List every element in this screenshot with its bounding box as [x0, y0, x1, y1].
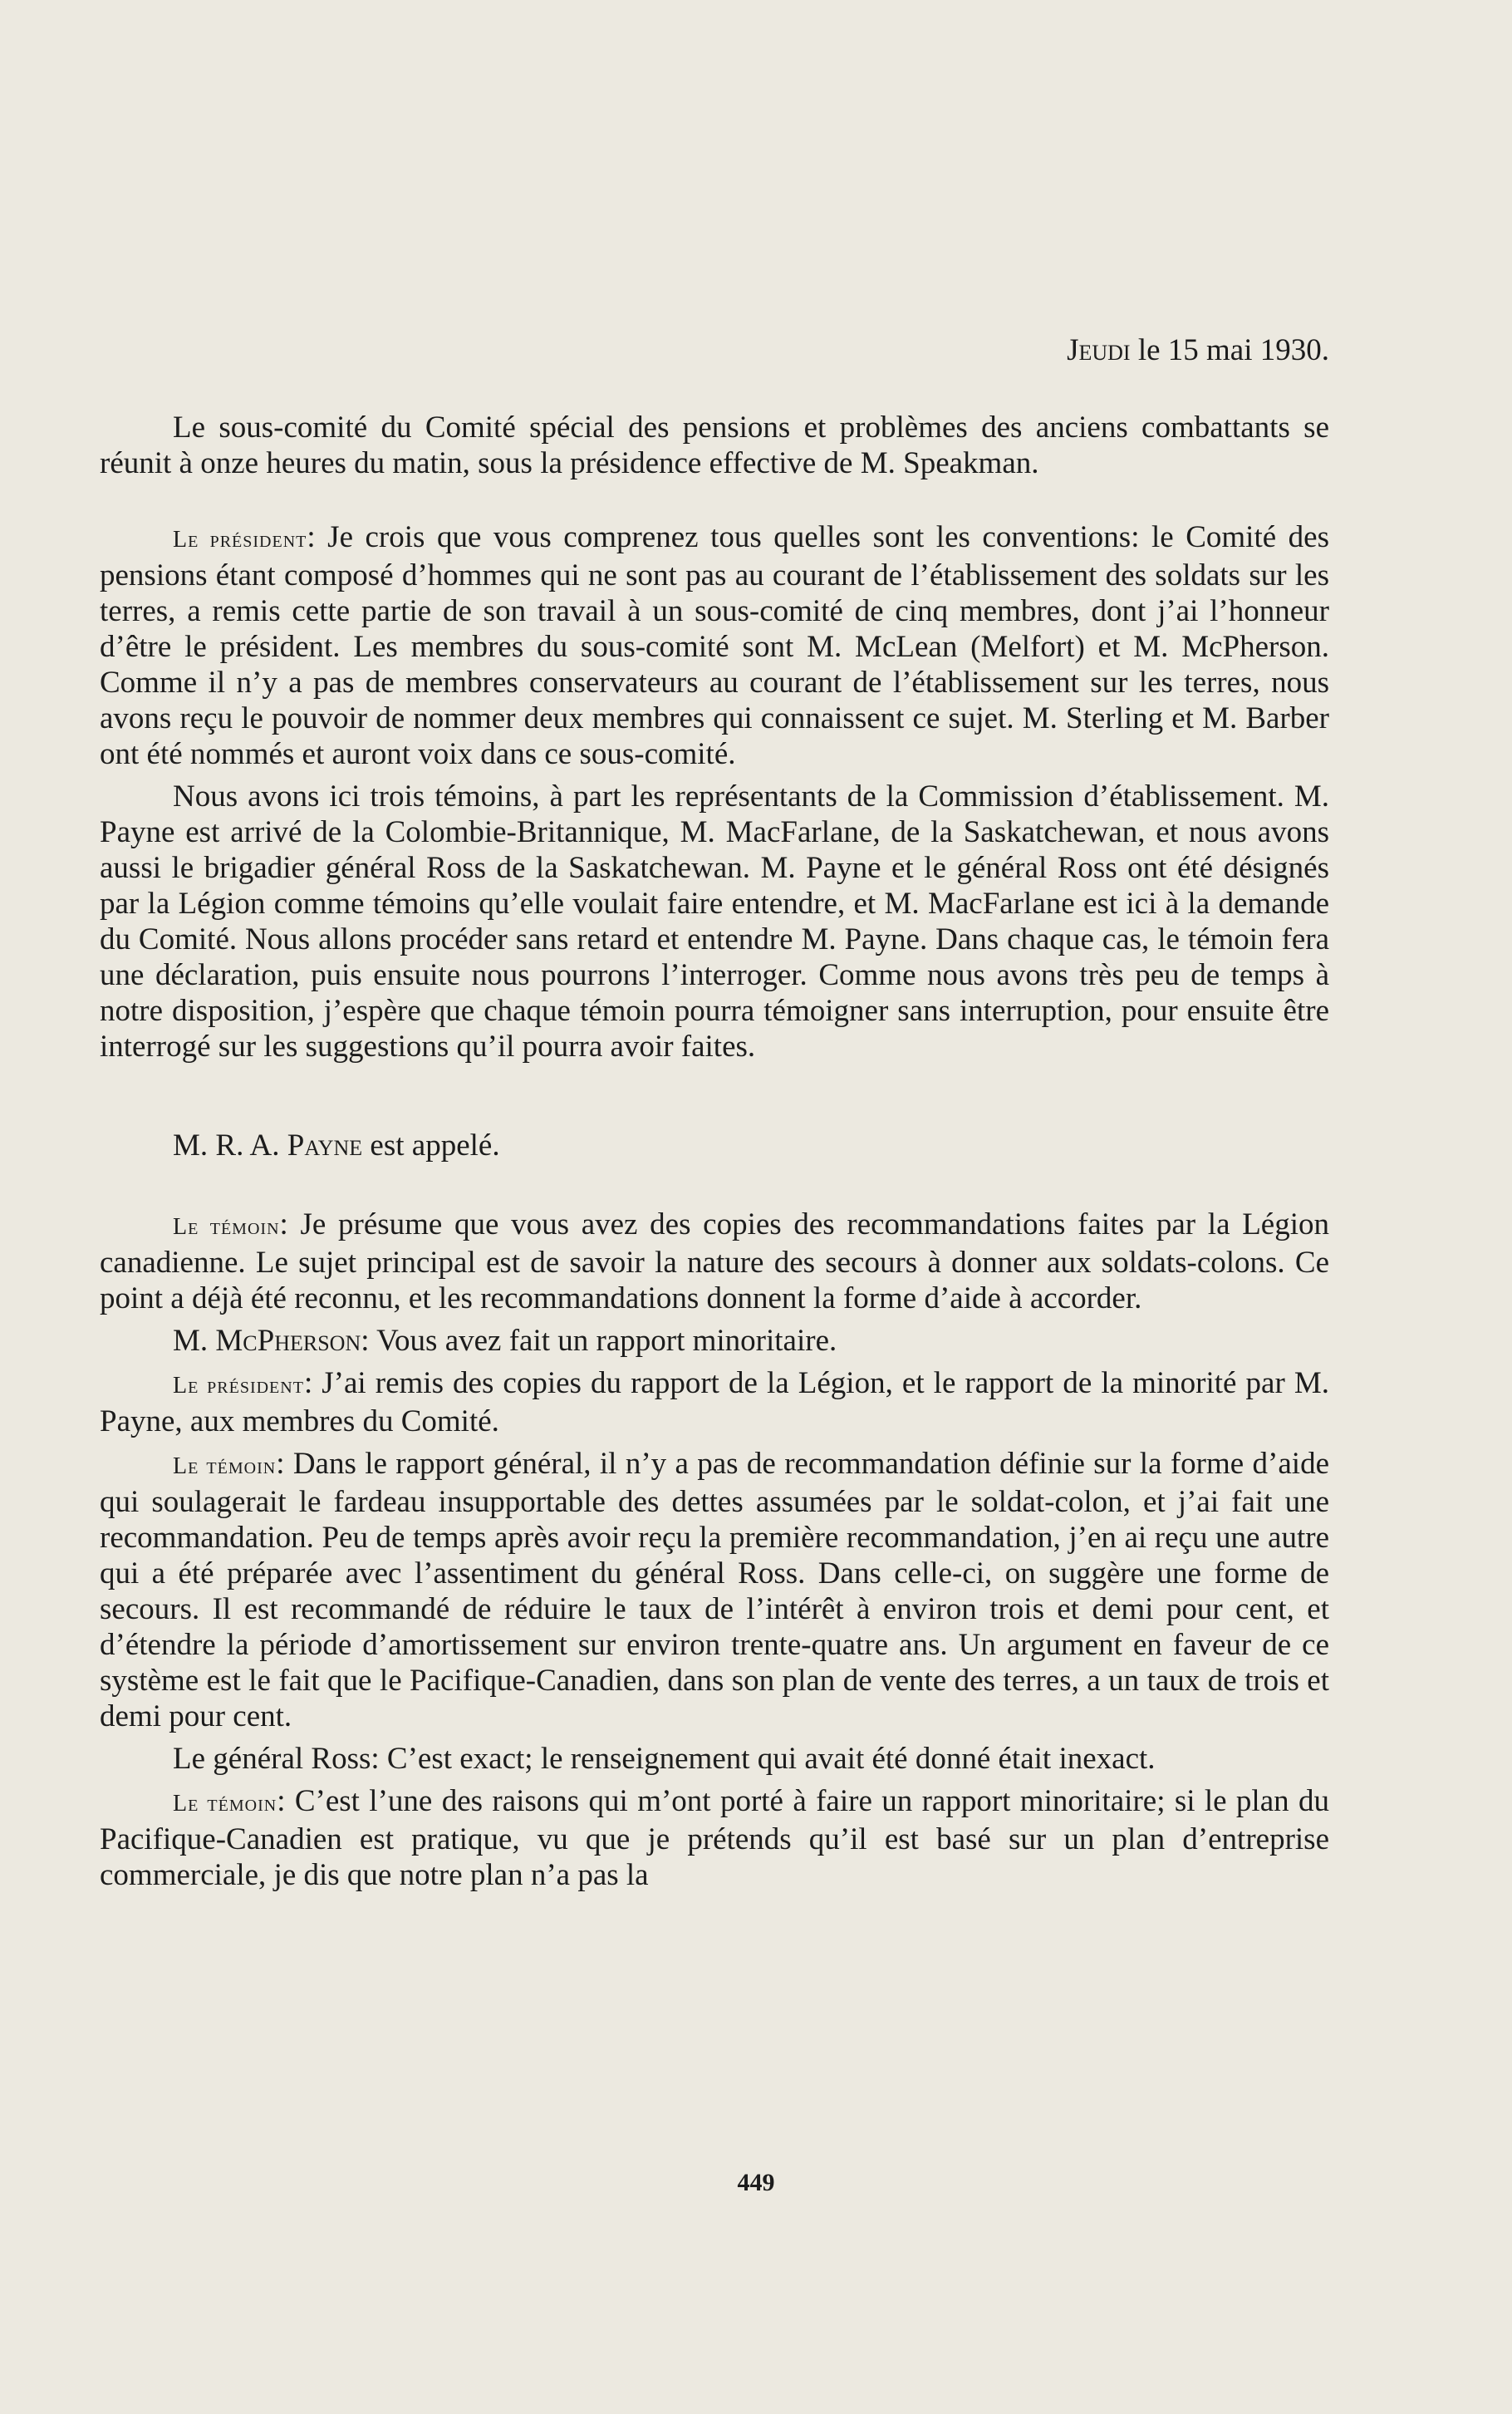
paragraph-text: : Je crois que vous comprenez tous quelles sont les conventions: le Comité des pensions étant composé d’hommes qui ne sont pas au courant de l’établissement des soldats sur les terres, a remis cette partie de son travail à un sous-comité de cinq membres, dont j’ai l’honneur d’être le président. Les membres du sous-comité sont M. McLean (Melfort) et M. McPherson. Comme il n’y a pas de membres conservateurs au courant de l’établissement sur les terres, nous avons reçu le pouvoir de nommer deux membres qui connaissent ce sujet. M. Sterling et M. Barber ont été nommés et auront voix dans ce sous-comité.	[100, 520, 1329, 771]
session-date	[100, 332, 1329, 368]
testimony-paragraph	[100, 1323, 1329, 1359]
date-day: Jeudi	[1067, 333, 1131, 367]
testimony-paragraph	[100, 1207, 1329, 1316]
paragraph-text: Le sous-comité du Comité spécial des pensions et problèmes des anciens combattants se réunit à onze heures du matin, sous la présidence effective de M. Speakman.	[100, 411, 1329, 480]
testimony-paragraph	[100, 1365, 1329, 1439]
page-number: 449	[737, 2169, 775, 2196]
speaker-name: Le président	[173, 527, 307, 553]
paragraph-text: : Je présume que vous avez des copies des recommandations faites par la Légion canadienne. Le sujet principal est de savoir la nature des secours à donner aux soldats-colons. Ce point a déjà été reconnu, et les recommandations donnent la forme d’aide à accorder.	[100, 1207, 1329, 1315]
paragraph-text: Nous avons ici trois témoins, à part les représentants de la Commission d’établissement. M. Payne est arrivé de la Colombie-Britannique, M. MacFarlane, de la Saskatchewan, et nous avons aussi le brigadier général Ross de la Saskatchewan. M. Payne et le général Ross ont été désignés par la Légion comme témoins qu’elle voulait faire entendre, et M. MacFarlane est ici à la demande du Comité. Nous allons procéder sans retard et entendre M. Payne. Dans chaque cas, le témoin fera une déclaration, puis ensuite nous pourrons l’interroger. Comme nous avons très peu de temps à notre disposition, j’espère que chaque témoin pourra témoigner sans interruption, pour ensuite être interrogé sur les suggestions qu’il pourra avoir faites.	[100, 779, 1329, 1064]
testimony-paragraph	[100, 1741, 1329, 1777]
witness-prefix: M. R. A.	[173, 1128, 280, 1163]
testimony-paragraph	[100, 1446, 1329, 1734]
speaker-name: Le général Ross	[173, 1742, 371, 1776]
paragraph-text: : Vous avez fait un rapport minoritaire.	[361, 1324, 837, 1358]
witness-called	[100, 1128, 1329, 1163]
speaker-name: Le témoin	[173, 1453, 277, 1479]
testimony-paragraph	[100, 1783, 1329, 1893]
paragraph-text: : Dans le rapport général, il n’y a pas de recommandation définie sur la forme d’aide qui soulagerait le fardeau insupportable des dettes assumées par le soldat-colon, et j’ai fait une recommandation. Peu de temps après avoir reçu la première recommandation, j’en ai reçu une autre qui a été préparée avec l’assentiment du général Ross. Dans celle-ci, on suggère une forme de secours. Il est recommandé de réduire le taux de l’intérêt à environ trois et demi pour cent, et d’étendre la période d’amortissement sur environ trente-quatre ans. Un argument en faveur de ce système est le fait que le Pacifique-Canadien, dans son plan de vente des terres, a un taux de trois et demi pour cent.	[100, 1447, 1329, 1733]
speaker-name: Le président	[173, 1373, 304, 1399]
date-rest: le 15 mai 1930.	[1137, 333, 1329, 367]
president-statement	[100, 519, 1329, 772]
witness-name: Payne	[287, 1128, 363, 1163]
speaker-name: Le témoin	[173, 1214, 280, 1240]
speaker-name: Le témoin	[173, 1791, 277, 1817]
witness-suffix: est appelé.	[370, 1128, 500, 1163]
opening-paragraph	[100, 410, 1329, 481]
paragraph-text: : C’est l’une des raisons qui m’ont porté à faire un rapport minoritaire; si le plan du Pacifique-Canadien est pratique, vu que je prétends qu’il est basé sur un plan d’entreprise commerciale, je dis que notre plan n’a pas la	[100, 1784, 1329, 1892]
paragraph-text: : C’est exact; le renseignement qui avait été donné était inexact.	[371, 1742, 1156, 1776]
president-statement-continued	[100, 779, 1329, 1064]
document-page	[100, 332, 1329, 1900]
paragraph-text: : J’ai remis des copies du rapport de la Légion, et le rapport de la minorité par M. Payne, aux membres du Comité.	[100, 1366, 1330, 1438]
speaker-name: M. McPherson	[173, 1324, 361, 1358]
